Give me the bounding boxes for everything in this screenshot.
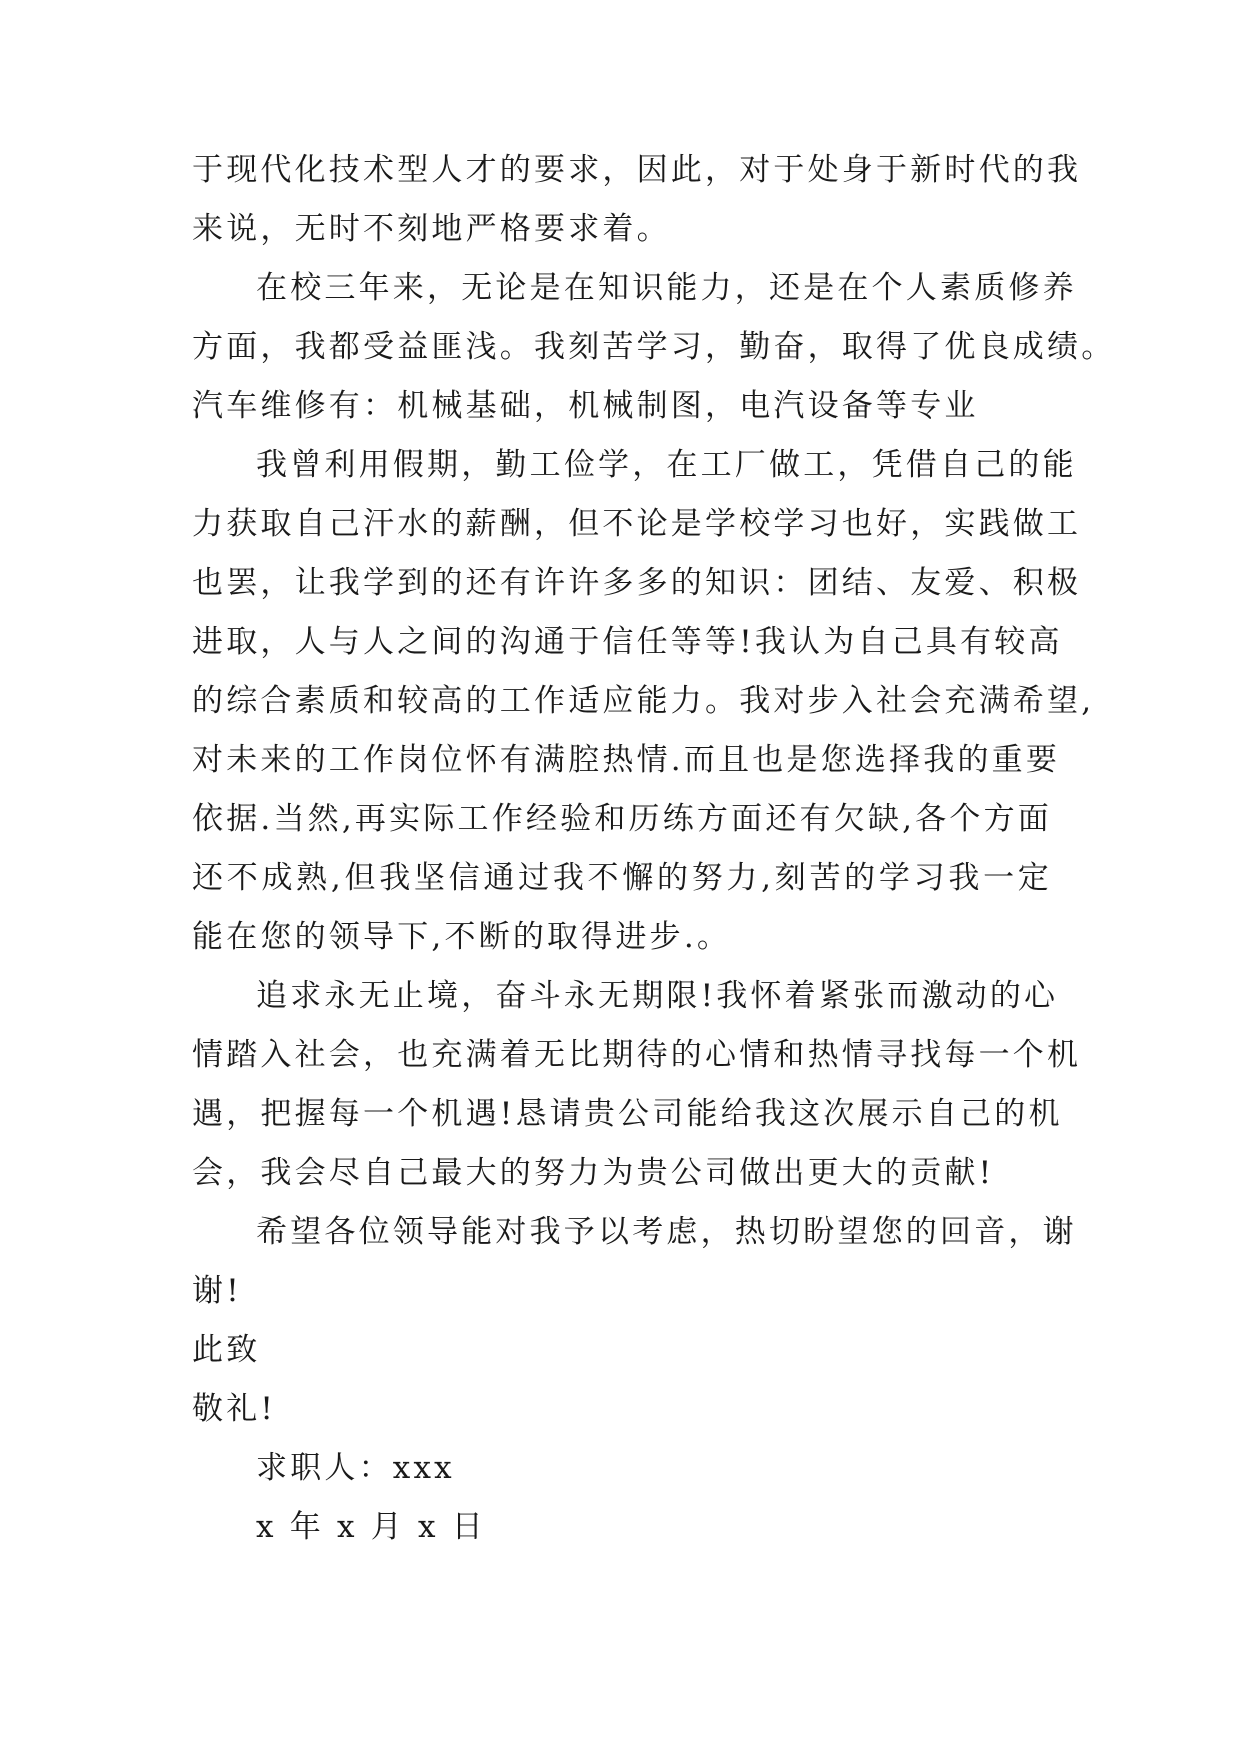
text-line: 遇，把握每一个机遇!恳请贵公司能给我这次展示自己的机 (192, 1096, 1063, 1132)
text-line: 对未来的工作岗位怀有满腔热情.而且也是您选择我的重要 (192, 742, 1061, 778)
text-line: 也罢，让我学到的还有许许多多的知识：团结、友爱、积极 (192, 565, 1082, 601)
signature-applicant: 求职人：xxx (256, 1450, 455, 1486)
closing-regards: 敬礼! (192, 1391, 277, 1427)
text-line: 来说，无时不刻地严格要求着。 (192, 211, 671, 247)
text-line: 进取，人与人之间的沟通于信任等等!我认为自己具有较高 (192, 624, 1063, 660)
text-line: 情踏入社会，也充满着无比期待的心情和热情寻找每一个机 (192, 1037, 1082, 1073)
text-line: 在校三年来，无论是在知识能力，还是在个人素质修养 (256, 270, 1077, 306)
text-line: 能在您的领导下,不断的取得进步.。 (192, 919, 732, 955)
closing-salutation: 此致 (192, 1332, 261, 1368)
text-line: 我曾利用假期，勤工俭学，在工厂做工，凭借自己的能 (256, 447, 1077, 483)
text-line: 方面，我都受益匪浅。我刻苦学习，勤奋，取得了优良成绩。 (192, 329, 1116, 365)
text-line: 汽车维修有：机械基础，机械制图，电汽设备等专业 (192, 388, 979, 424)
text-line: 的综合素质和较高的工作适应能力。我对步入社会充满希望, (192, 683, 1095, 719)
text-line: 追求永无止境，奋斗永无期限!我怀着紧张而激动的心 (256, 978, 1059, 1014)
text-line: 希望各位领导能对我予以考虑，热切盼望您的回音，谢 (256, 1214, 1077, 1250)
text-line: 还不成熟,但我坚信通过我不懈的努力,刻苦的学习我一定 (192, 860, 1052, 896)
text-line: 于现代化技术型人才的要求，因此，对于处身于新时代的我 (192, 152, 1082, 188)
text-line: 力获取自己汗水的薪酬，但不论是学校学习也好，实践做工 (192, 506, 1082, 542)
signature-date: x 年 x 月 x 日 (256, 1509, 486, 1545)
text-line: 依据.当然,再实际工作经验和历练方面还有欠缺,各个方面 (192, 801, 1052, 837)
text-line: 谢! (192, 1273, 242, 1309)
text-line: 会，我会尽自己最大的努力为贵公司做出更大的贡献! (192, 1155, 995, 1191)
